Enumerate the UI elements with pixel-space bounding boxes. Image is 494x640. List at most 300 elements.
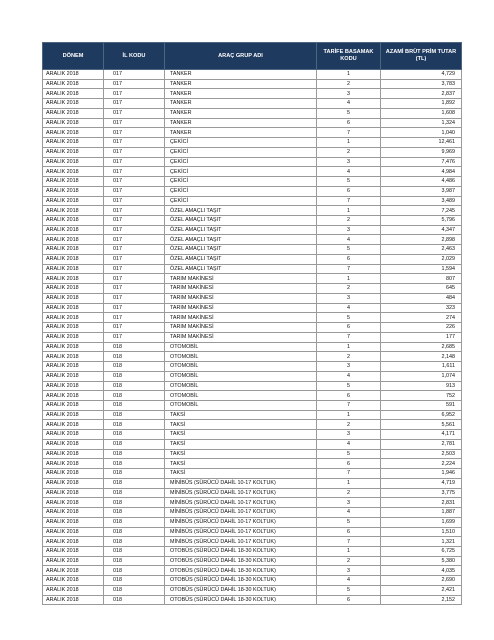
- cell-province-code: 017: [104, 99, 165, 109]
- cell-period: ARALIK 2018: [43, 89, 104, 99]
- cell-max-premium: 2,503: [381, 449, 462, 459]
- table-row: [43, 342, 462, 352]
- cell-period: ARALIK 2018: [43, 293, 104, 303]
- cell-province-code: 018: [104, 556, 165, 566]
- cell-max-premium: 3,489: [381, 196, 462, 206]
- table-row: [43, 585, 462, 595]
- cell-max-premium: 323: [381, 303, 462, 313]
- cell-tariff-level: 6: [317, 323, 381, 333]
- cell-period: ARALIK 2018: [43, 225, 104, 235]
- cell-vehicle-group: TARIM MAKİNESİ: [165, 284, 317, 294]
- cell-vehicle-group: ÇEKİCİ: [165, 167, 317, 177]
- cell-tariff-level: 1: [317, 138, 381, 148]
- cell-max-premium: 4,729: [381, 70, 462, 80]
- cell-tariff-level: 7: [317, 196, 381, 206]
- table-row: [43, 235, 462, 245]
- cell-tariff-level: 3: [317, 89, 381, 99]
- cell-max-premium: 1,892: [381, 99, 462, 109]
- cell-period: ARALIK 2018: [43, 313, 104, 323]
- cell-tariff-level: 7: [317, 469, 381, 479]
- table-row: [43, 410, 462, 420]
- header-province-code: İL KODU: [104, 43, 165, 70]
- cell-period: ARALIK 2018: [43, 576, 104, 586]
- cell-province-code: 018: [104, 391, 165, 401]
- cell-period: ARALIK 2018: [43, 585, 104, 595]
- cell-province-code: 018: [104, 498, 165, 508]
- cell-vehicle-group: OTOBÜS (SÜRÜCÜ DAHİL 18-30 KOLTUK): [165, 566, 317, 576]
- cell-tariff-level: 1: [317, 342, 381, 352]
- cell-period: ARALIK 2018: [43, 177, 104, 187]
- cell-province-code: 017: [104, 196, 165, 206]
- cell-province-code: 018: [104, 410, 165, 420]
- cell-period: ARALIK 2018: [43, 488, 104, 498]
- cell-province-code: 018: [104, 508, 165, 518]
- cell-tariff-level: 2: [317, 216, 381, 226]
- cell-period: ARALIK 2018: [43, 138, 104, 148]
- cell-tariff-level: 5: [317, 108, 381, 118]
- cell-period: ARALIK 2018: [43, 108, 104, 118]
- cell-vehicle-group: ÖZEL AMAÇLI TAŞIT: [165, 245, 317, 255]
- cell-province-code: 018: [104, 381, 165, 391]
- cell-vehicle-group: OTOBÜS (SÜRÜCÜ DAHİL 18-30 KOLTUK): [165, 556, 317, 566]
- cell-period: ARALIK 2018: [43, 157, 104, 167]
- cell-max-premium: 4,171: [381, 430, 462, 440]
- table-row: [43, 352, 462, 362]
- cell-max-premium: 2,224: [381, 459, 462, 469]
- cell-period: ARALIK 2018: [43, 362, 104, 372]
- cell-vehicle-group: OTOMOBİL: [165, 342, 317, 352]
- cell-tariff-level: 7: [317, 264, 381, 274]
- cell-period: ARALIK 2018: [43, 196, 104, 206]
- cell-province-code: 017: [104, 167, 165, 177]
- cell-max-premium: 2,781: [381, 439, 462, 449]
- table-row: [43, 254, 462, 264]
- cell-period: ARALIK 2018: [43, 400, 104, 410]
- cell-vehicle-group: OTOBÜS (SÜRÜCÜ DAHİL 18-30 KOLTUK): [165, 585, 317, 595]
- cell-tariff-level: 4: [317, 576, 381, 586]
- table-row: [43, 245, 462, 255]
- cell-province-code: 018: [104, 362, 165, 372]
- cell-province-code: 017: [104, 293, 165, 303]
- cell-vehicle-group: OTOBÜS (SÜRÜCÜ DAHİL 18-30 KOLTUK): [165, 595, 317, 605]
- table-row: [43, 576, 462, 586]
- cell-vehicle-group: OTOBÜS (SÜRÜCÜ DAHİL 18-30 KOLTUK): [165, 576, 317, 586]
- cell-max-premium: 5,380: [381, 556, 462, 566]
- cell-max-premium: 4,719: [381, 478, 462, 488]
- cell-max-premium: 2,148: [381, 352, 462, 362]
- cell-tariff-level: 4: [317, 303, 381, 313]
- cell-max-premium: 1,611: [381, 362, 462, 372]
- table-row: [43, 498, 462, 508]
- table-row: [43, 488, 462, 498]
- cell-province-code: 017: [104, 216, 165, 226]
- table-row: [43, 478, 462, 488]
- cell-max-premium: 913: [381, 381, 462, 391]
- cell-max-premium: 6,952: [381, 410, 462, 420]
- cell-vehicle-group: ÇEKİCİ: [165, 186, 317, 196]
- table-row: [43, 79, 462, 89]
- cell-vehicle-group: MİNİBÜS (SÜRÜCÜ DAHİL 10-17 KOLTUK): [165, 498, 317, 508]
- cell-max-premium: 3,775: [381, 488, 462, 498]
- cell-province-code: 017: [104, 108, 165, 118]
- table-row: [43, 439, 462, 449]
- cell-period: ARALIK 2018: [43, 284, 104, 294]
- cell-period: ARALIK 2018: [43, 70, 104, 80]
- cell-tariff-level: 3: [317, 566, 381, 576]
- cell-tariff-level: 6: [317, 391, 381, 401]
- cell-vehicle-group: ÇEKİCİ: [165, 157, 317, 167]
- cell-province-code: 017: [104, 254, 165, 264]
- cell-tariff-level: 1: [317, 274, 381, 284]
- cell-period: ARALIK 2018: [43, 517, 104, 527]
- cell-vehicle-group: TARIM MAKİNESİ: [165, 323, 317, 333]
- cell-vehicle-group: ÖZEL AMAÇLI TAŞIT: [165, 206, 317, 216]
- cell-tariff-level: 5: [317, 381, 381, 391]
- cell-province-code: 017: [104, 245, 165, 255]
- cell-period: ARALIK 2018: [43, 254, 104, 264]
- table-row: [43, 186, 462, 196]
- cell-province-code: 018: [104, 342, 165, 352]
- cell-province-code: 017: [104, 118, 165, 128]
- cell-max-premium: 2,690: [381, 576, 462, 586]
- cell-vehicle-group: MİNİBÜS (SÜRÜCÜ DAHİL 10-17 KOLTUK): [165, 478, 317, 488]
- cell-province-code: 018: [104, 546, 165, 556]
- table-row: [43, 206, 462, 216]
- cell-period: ARALIK 2018: [43, 274, 104, 284]
- cell-province-code: 018: [104, 488, 165, 498]
- cell-tariff-level: 4: [317, 439, 381, 449]
- table-row: [43, 391, 462, 401]
- table-row: [43, 167, 462, 177]
- cell-vehicle-group: TARIM MAKİNESİ: [165, 303, 317, 313]
- cell-max-premium: 274: [381, 313, 462, 323]
- cell-vehicle-group: OTOMOBİL: [165, 352, 317, 362]
- cell-province-code: 017: [104, 323, 165, 333]
- cell-province-code: 018: [104, 400, 165, 410]
- cell-period: ARALIK 2018: [43, 381, 104, 391]
- cell-province-code: 017: [104, 332, 165, 342]
- cell-max-premium: 484: [381, 293, 462, 303]
- cell-period: ARALIK 2018: [43, 420, 104, 430]
- cell-max-premium: 2,837: [381, 89, 462, 99]
- cell-tariff-level: 2: [317, 488, 381, 498]
- table-row: [43, 517, 462, 527]
- cell-province-code: 018: [104, 537, 165, 547]
- cell-tariff-level: 5: [317, 585, 381, 595]
- cell-max-premium: 1,074: [381, 371, 462, 381]
- table-row: [43, 138, 462, 148]
- cell-max-premium: 2,463: [381, 245, 462, 255]
- cell-province-code: 017: [104, 313, 165, 323]
- table-row: [43, 508, 462, 518]
- cell-period: ARALIK 2018: [43, 449, 104, 459]
- cell-period: ARALIK 2018: [43, 459, 104, 469]
- cell-max-premium: 5,561: [381, 420, 462, 430]
- cell-vehicle-group: MİNİBÜS (SÜRÜCÜ DAHİL 10-17 KOLTUK): [165, 517, 317, 527]
- table-row: [43, 196, 462, 206]
- cell-max-premium: 4,984: [381, 167, 462, 177]
- table-row: [43, 556, 462, 566]
- cell-tariff-level: 6: [317, 118, 381, 128]
- cell-province-code: 018: [104, 459, 165, 469]
- cell-province-code: 017: [104, 284, 165, 294]
- cell-province-code: 018: [104, 595, 165, 605]
- table-row: [43, 537, 462, 547]
- cell-period: ARALIK 2018: [43, 546, 104, 556]
- cell-vehicle-group: TANKER: [165, 118, 317, 128]
- cell-max-premium: 2,685: [381, 342, 462, 352]
- cell-vehicle-group: OTOMOBİL: [165, 371, 317, 381]
- cell-tariff-level: 2: [317, 556, 381, 566]
- cell-tariff-level: 5: [317, 313, 381, 323]
- table-header: [43, 43, 462, 70]
- cell-period: ARALIK 2018: [43, 430, 104, 440]
- cell-max-premium: 226: [381, 323, 462, 333]
- cell-vehicle-group: ÖZEL AMAÇLI TAŞIT: [165, 235, 317, 245]
- cell-tariff-level: 3: [317, 225, 381, 235]
- cell-period: ARALIK 2018: [43, 439, 104, 449]
- premium-table-sheet: [42, 42, 461, 605]
- cell-max-premium: 1,510: [381, 527, 462, 537]
- table-row: [43, 177, 462, 187]
- cell-max-premium: 1,946: [381, 469, 462, 479]
- cell-province-code: 017: [104, 274, 165, 284]
- cell-period: ARALIK 2018: [43, 371, 104, 381]
- cell-max-premium: 177: [381, 332, 462, 342]
- cell-period: ARALIK 2018: [43, 303, 104, 313]
- table-row: [43, 89, 462, 99]
- cell-vehicle-group: TARIM MAKİNESİ: [165, 274, 317, 284]
- header-vehicle-group: ARAÇ GRUP ADI: [165, 43, 317, 70]
- cell-province-code: 018: [104, 517, 165, 527]
- header-row: [43, 43, 462, 70]
- table-row: [43, 566, 462, 576]
- cell-province-code: 017: [104, 70, 165, 80]
- table-row: [43, 381, 462, 391]
- cell-max-premium: 6,725: [381, 546, 462, 556]
- cell-tariff-level: 1: [317, 546, 381, 556]
- table-row: [43, 323, 462, 333]
- cell-vehicle-group: TAKSİ: [165, 449, 317, 459]
- cell-province-code: 017: [104, 157, 165, 167]
- table-row: [43, 449, 462, 459]
- cell-max-premium: 3,783: [381, 79, 462, 89]
- table-row: [43, 303, 462, 313]
- table-row: [43, 284, 462, 294]
- cell-period: ARALIK 2018: [43, 508, 104, 518]
- cell-period: ARALIK 2018: [43, 99, 104, 109]
- cell-province-code: 017: [104, 79, 165, 89]
- cell-tariff-level: 2: [317, 79, 381, 89]
- header-max-premium: AZAMİ BRÜT PRİM TUTAR (TL): [381, 43, 462, 70]
- cell-tariff-level: 5: [317, 245, 381, 255]
- cell-max-premium: 1,699: [381, 517, 462, 527]
- cell-province-code: 018: [104, 469, 165, 479]
- cell-tariff-level: 4: [317, 508, 381, 518]
- cell-vehicle-group: TANKER: [165, 99, 317, 109]
- cell-max-premium: 591: [381, 400, 462, 410]
- table-row: [43, 430, 462, 440]
- cell-tariff-level: 4: [317, 167, 381, 177]
- cell-tariff-level: 5: [317, 449, 381, 459]
- cell-tariff-level: 6: [317, 459, 381, 469]
- cell-province-code: 017: [104, 147, 165, 157]
- cell-max-premium: 1,887: [381, 508, 462, 518]
- table-row: [43, 147, 462, 157]
- table-row: [43, 108, 462, 118]
- cell-max-premium: 2,029: [381, 254, 462, 264]
- cell-period: ARALIK 2018: [43, 147, 104, 157]
- table-row: [43, 118, 462, 128]
- cell-tariff-level: 6: [317, 186, 381, 196]
- table-row: [43, 371, 462, 381]
- cell-vehicle-group: MİNİBÜS (SÜRÜCÜ DAHİL 10-17 KOLTUK): [165, 488, 317, 498]
- cell-period: ARALIK 2018: [43, 478, 104, 488]
- cell-vehicle-group: ÖZEL AMAÇLI TAŞIT: [165, 254, 317, 264]
- cell-max-premium: 1,594: [381, 264, 462, 274]
- cell-tariff-level: 6: [317, 254, 381, 264]
- cell-period: ARALIK 2018: [43, 537, 104, 547]
- cell-province-code: 017: [104, 128, 165, 138]
- cell-tariff-level: 6: [317, 595, 381, 605]
- header-period: DÖNEM: [43, 43, 104, 70]
- cell-max-premium: 1,040: [381, 128, 462, 138]
- cell-max-premium: 9,969: [381, 147, 462, 157]
- cell-period: ARALIK 2018: [43, 323, 104, 333]
- cell-period: ARALIK 2018: [43, 167, 104, 177]
- table-row: [43, 264, 462, 274]
- cell-period: ARALIK 2018: [43, 79, 104, 89]
- table-row: [43, 546, 462, 556]
- cell-tariff-level: 7: [317, 400, 381, 410]
- cell-max-premium: 2,152: [381, 595, 462, 605]
- table-row: [43, 274, 462, 284]
- cell-tariff-level: 7: [317, 332, 381, 342]
- cell-max-premium: 7,245: [381, 206, 462, 216]
- cell-vehicle-group: TARIM MAKİNESİ: [165, 293, 317, 303]
- cell-province-code: 018: [104, 420, 165, 430]
- cell-province-code: 018: [104, 352, 165, 362]
- cell-province-code: 017: [104, 235, 165, 245]
- cell-period: ARALIK 2018: [43, 527, 104, 537]
- cell-province-code: 018: [104, 449, 165, 459]
- cell-tariff-level: 2: [317, 352, 381, 362]
- cell-max-premium: 2,831: [381, 498, 462, 508]
- cell-vehicle-group: TARIM MAKİNESİ: [165, 332, 317, 342]
- table-row: [43, 216, 462, 226]
- cell-province-code: 018: [104, 478, 165, 488]
- cell-tariff-level: 6: [317, 527, 381, 537]
- cell-vehicle-group: ÇEKİCİ: [165, 177, 317, 187]
- cell-vehicle-group: ÖZEL AMAÇLI TAŞIT: [165, 264, 317, 274]
- cell-period: ARALIK 2018: [43, 342, 104, 352]
- cell-vehicle-group: OTOMOBİL: [165, 391, 317, 401]
- cell-period: ARALIK 2018: [43, 235, 104, 245]
- cell-period: ARALIK 2018: [43, 352, 104, 362]
- cell-period: ARALIK 2018: [43, 186, 104, 196]
- cell-tariff-level: 5: [317, 517, 381, 527]
- cell-vehicle-group: ÖZEL AMAÇLI TAŞIT: [165, 225, 317, 235]
- cell-vehicle-group: TAKSİ: [165, 469, 317, 479]
- table-row: [43, 70, 462, 80]
- cell-province-code: 018: [104, 371, 165, 381]
- cell-vehicle-group: TAKSİ: [165, 459, 317, 469]
- cell-province-code: 018: [104, 576, 165, 586]
- cell-vehicle-group: ÇEKİCİ: [165, 196, 317, 206]
- cell-max-premium: 1,321: [381, 537, 462, 547]
- cell-vehicle-group: MİNİBÜS (SÜRÜCÜ DAHİL 10-17 KOLTUK): [165, 508, 317, 518]
- cell-vehicle-group: ÇEKİCİ: [165, 138, 317, 148]
- cell-period: ARALIK 2018: [43, 128, 104, 138]
- table-row: [43, 332, 462, 342]
- cell-period: ARALIK 2018: [43, 410, 104, 420]
- cell-tariff-level: 7: [317, 537, 381, 547]
- cell-province-code: 018: [104, 585, 165, 595]
- cell-province-code: 017: [104, 225, 165, 235]
- cell-period: ARALIK 2018: [43, 264, 104, 274]
- cell-max-premium: 4,486: [381, 177, 462, 187]
- cell-tariff-level: 4: [317, 99, 381, 109]
- table-row: [43, 99, 462, 109]
- cell-tariff-level: 4: [317, 371, 381, 381]
- cell-province-code: 018: [104, 566, 165, 576]
- cell-vehicle-group: OTOBÜS (SÜRÜCÜ DAHİL 18-30 KOLTUK): [165, 546, 317, 556]
- table-row: [43, 362, 462, 372]
- table-row: [43, 313, 462, 323]
- cell-max-premium: 1,608: [381, 108, 462, 118]
- cell-period: ARALIK 2018: [43, 332, 104, 342]
- cell-vehicle-group: MİNİBÜS (SÜRÜCÜ DAHİL 10-17 KOLTUK): [165, 527, 317, 537]
- table-row: [43, 225, 462, 235]
- cell-vehicle-group: OTOMOBİL: [165, 381, 317, 391]
- cell-vehicle-group: TAKSİ: [165, 439, 317, 449]
- cell-tariff-level: 2: [317, 147, 381, 157]
- cell-vehicle-group: ÇEKİCİ: [165, 147, 317, 157]
- table-row: [43, 420, 462, 430]
- cell-max-premium: 5,796: [381, 216, 462, 226]
- cell-period: ARALIK 2018: [43, 566, 104, 576]
- cell-vehicle-group: MİNİBÜS (SÜRÜCÜ DAHİL 10-17 KOLTUK): [165, 537, 317, 547]
- cell-period: ARALIK 2018: [43, 216, 104, 226]
- cell-tariff-level: 3: [317, 430, 381, 440]
- cell-period: ARALIK 2018: [43, 118, 104, 128]
- cell-tariff-level: 2: [317, 420, 381, 430]
- cell-vehicle-group: TAKSİ: [165, 410, 317, 420]
- table-row: [43, 527, 462, 537]
- cell-vehicle-group: TANKER: [165, 89, 317, 99]
- cell-period: ARALIK 2018: [43, 206, 104, 216]
- table-row: [43, 595, 462, 605]
- table-row: [43, 459, 462, 469]
- cell-tariff-level: 7: [317, 128, 381, 138]
- table-row: [43, 400, 462, 410]
- cell-province-code: 017: [104, 89, 165, 99]
- header-tariff-level: TARİFE BASAMAK KODU: [317, 43, 381, 70]
- cell-tariff-level: 4: [317, 235, 381, 245]
- cell-vehicle-group: TARIM MAKİNESİ: [165, 313, 317, 323]
- cell-max-premium: 1,324: [381, 118, 462, 128]
- cell-province-code: 017: [104, 138, 165, 148]
- table-row: [43, 293, 462, 303]
- cell-vehicle-group: TAKSİ: [165, 420, 317, 430]
- cell-max-premium: 4,347: [381, 225, 462, 235]
- cell-max-premium: 2,421: [381, 585, 462, 595]
- cell-vehicle-group: OTOMOBİL: [165, 400, 317, 410]
- table-row: [43, 128, 462, 138]
- cell-vehicle-group: TANKER: [165, 128, 317, 138]
- cell-max-premium: 12,461: [381, 138, 462, 148]
- cell-period: ARALIK 2018: [43, 391, 104, 401]
